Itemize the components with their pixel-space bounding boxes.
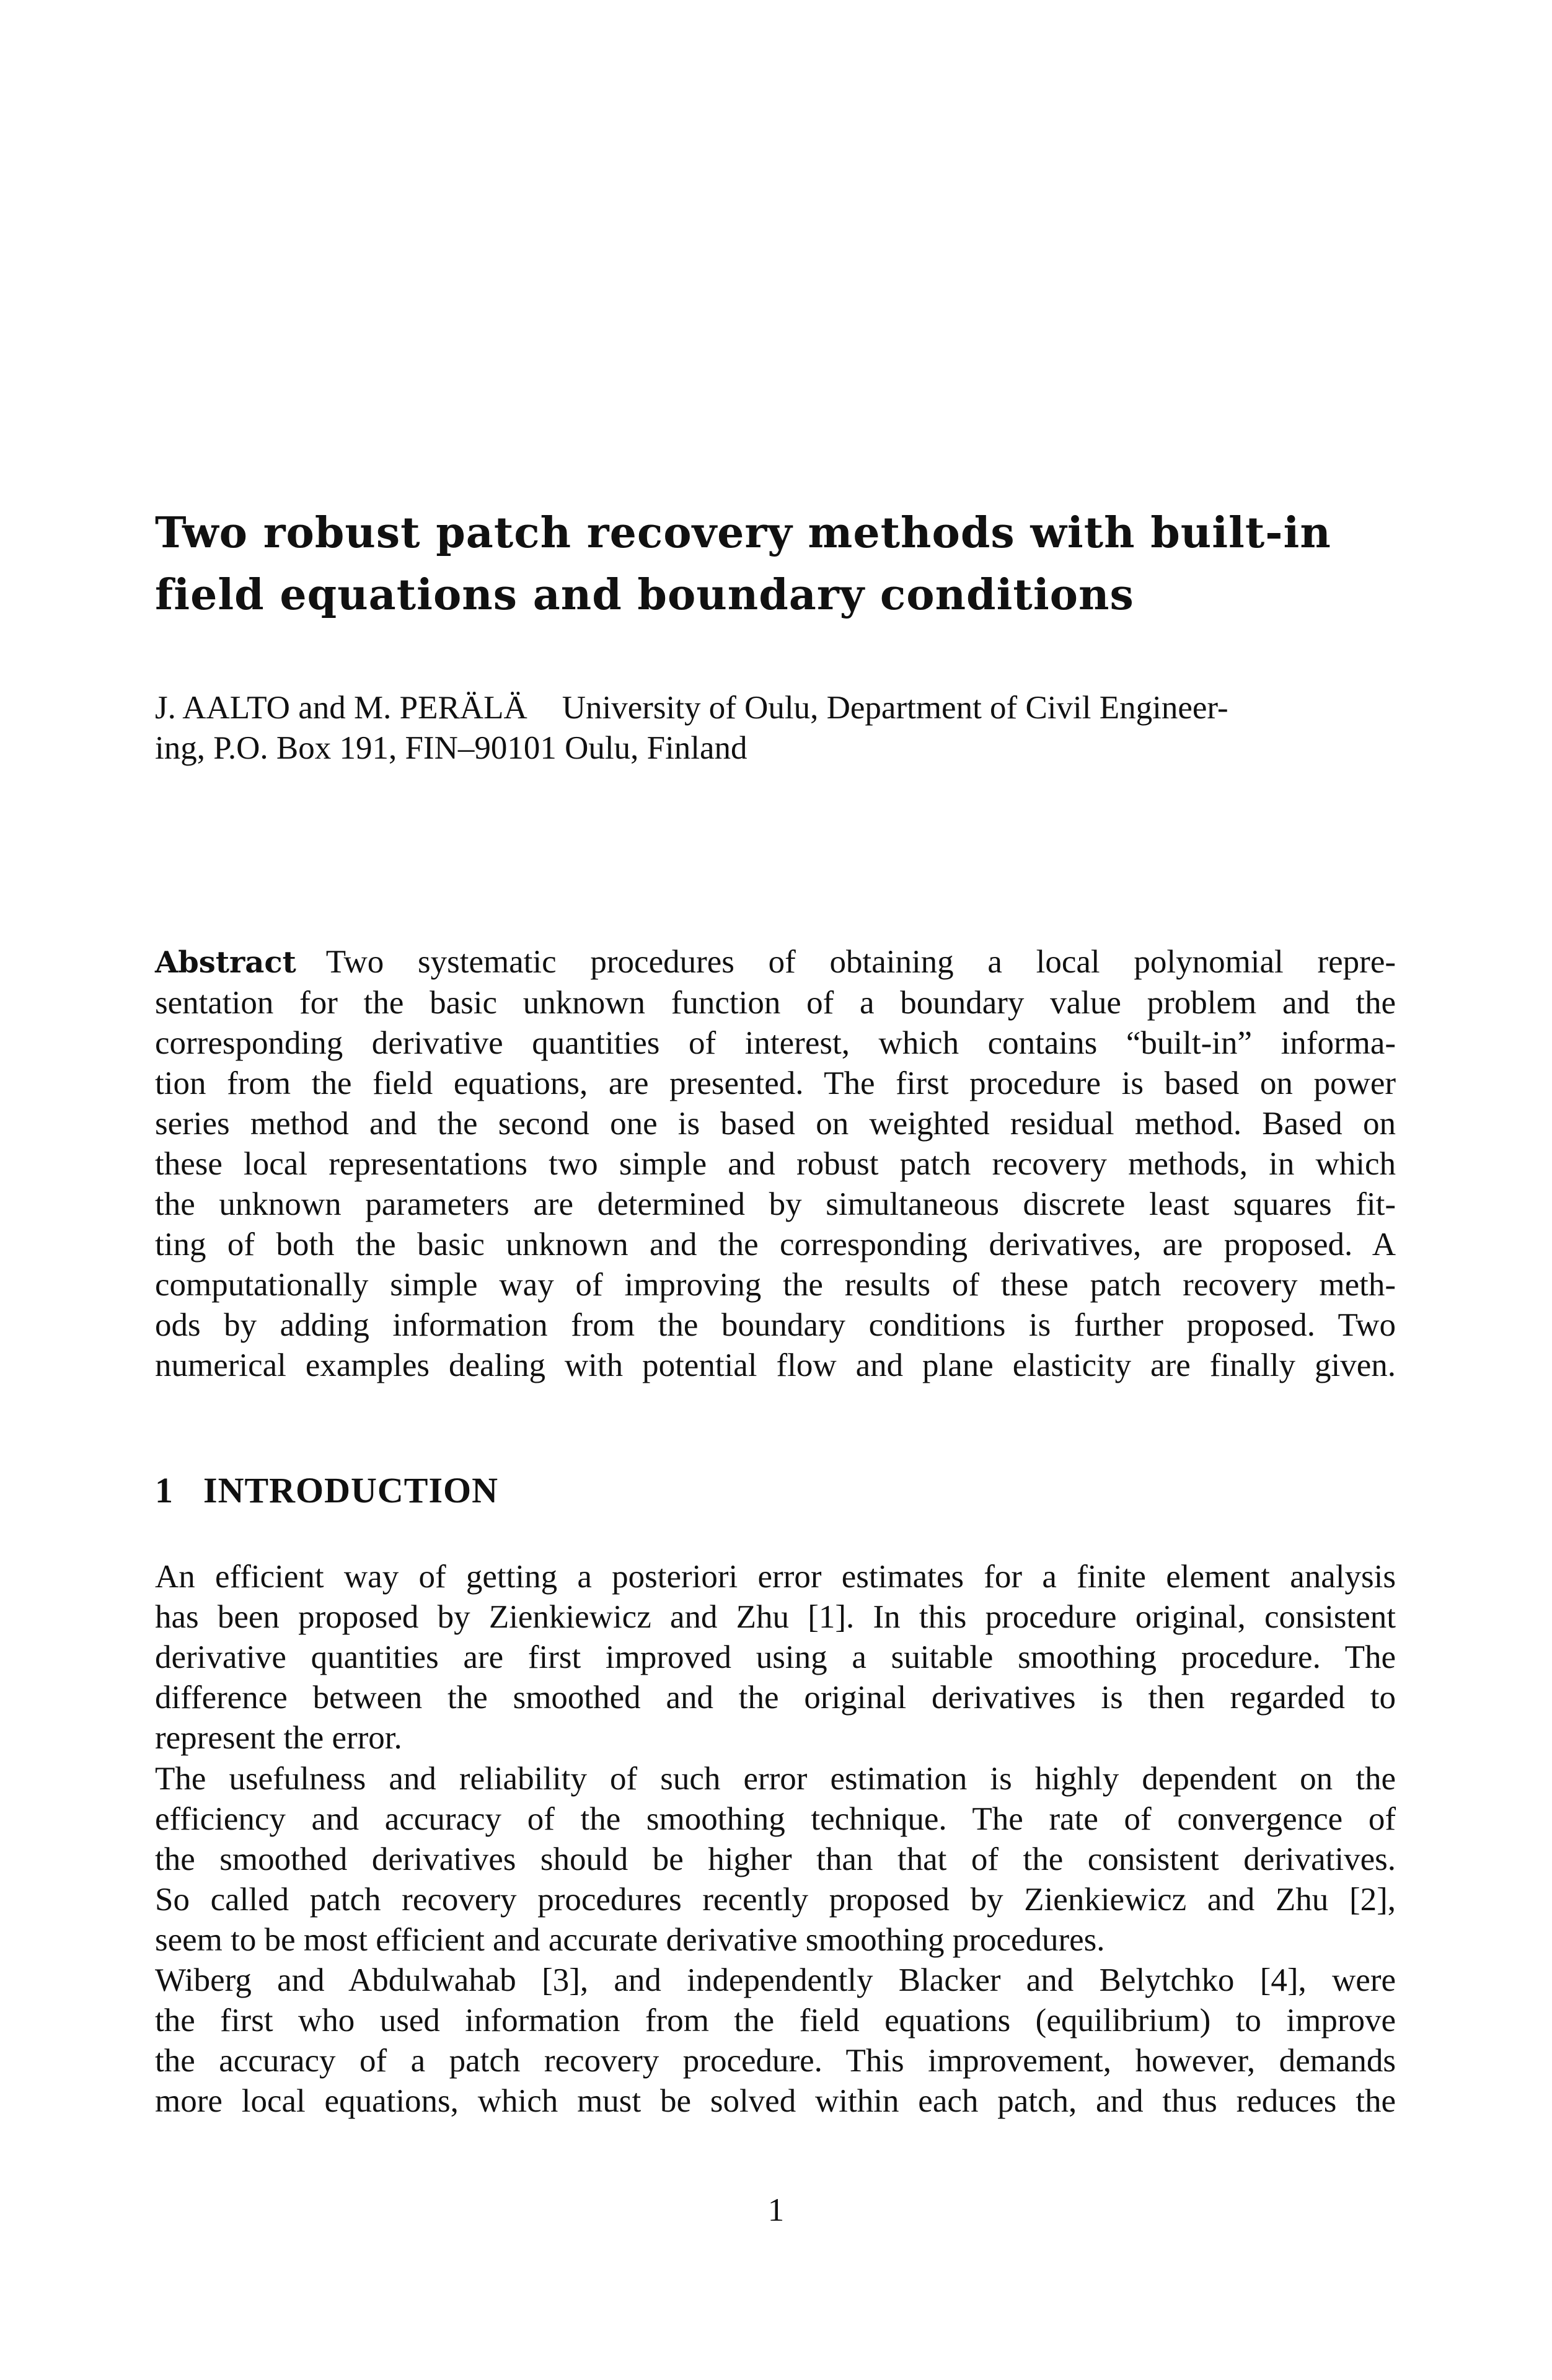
abstract-line: ods by adding information from the boundary conditions is further proposed. Two — [155, 1307, 1396, 1343]
abstract-line: sentation for the basic unknown function of a boundary value problem and the — [155, 985, 1396, 1021]
paragraph-line: more local equations, which must be solved within each patch, and thus reduces the — [155, 2083, 1396, 2119]
paragraph-line: The usefulness and reliability of such error estimation is highly dependent on the — [155, 1761, 1396, 1797]
abstract-line — [155, 942, 1396, 983]
abstract-line: numerical examples dealing with potential flow and plane elasticity are finally given. — [155, 1347, 1396, 1383]
paragraph-line: Wiberg and Abdulwahab [3], and independently Blacker and Belytchko [4], were — [155, 1962, 1396, 1998]
abstract-line: computationally simple way of improving the results of these patch recovery meth- — [155, 1267, 1396, 1303]
title-line: field equations and boundary conditions — [155, 570, 1134, 620]
abstract-line: ting of both the basic unknown and the corresponding derivatives, are proposed. A — [155, 1227, 1396, 1263]
paragraph-line: the first who used information from the field equations (equilibrium) to improve — [155, 2003, 1396, 2038]
paragraph-line: derivative quantities are first improved using a suitable smoothing procedure. The — [155, 1639, 1396, 1675]
abstract-text: Two systematic procedures of obtaining a local polynomial repre- — [325, 944, 1396, 980]
title-line: Two robust patch recovery methods with built-in — [155, 508, 1331, 558]
paper-title — [155, 502, 1401, 626]
abstract-line: series method and the second one is based on weighted residual method. Based on — [155, 1106, 1396, 1142]
abstract — [155, 942, 1396, 1386]
abstract-line: the unknown parameters are determined by simultaneous discrete least squares fit- — [155, 1186, 1396, 1222]
abstract-label: Abstract — [155, 945, 296, 980]
affiliation: University of Oulu, Department of Civil Engineer- — [562, 690, 1228, 726]
paragraph-line: An efficient way of getting a posteriori error estimates for a finite element analysis — [155, 1559, 1396, 1595]
paragraph-line: difference between the smoothed and the original derivatives is then regarded to — [155, 1680, 1396, 1716]
paragraph-line: the smoothed derivatives should be higher than that of the consistent derivatives. — [155, 1841, 1396, 1877]
paragraph-line: has been proposed by Zienkiewicz and Zhu [1]. In this procedure original, consistent — [155, 1599, 1396, 1635]
affiliation-line: ing, P.O. Box 191, FIN–90101 Oulu, Finland — [155, 730, 747, 766]
author-block — [155, 688, 1395, 769]
paragraph-line: So called patch recovery procedures recently proposed by Zienkiewicz and Zhu [2], — [155, 1882, 1396, 1918]
paragraph-line: the accuracy of a patch recovery procedure. This improvement, however, demands — [155, 2043, 1396, 2079]
section-number: 1 — [155, 1470, 174, 1510]
paragraph-line: represent the error. — [155, 1720, 402, 1756]
abstract-line: these local representations two simple and robust patch recovery methods, in which — [155, 1146, 1396, 1182]
paragraph-line: seem to be most efficient and accurate derivative smoothing procedures. — [155, 1922, 1105, 1958]
abstract-line: tion from the field equations, are presented. The first procedure is based on power — [155, 1065, 1396, 1101]
paragraph — [155, 1557, 1396, 1758]
paragraph — [155, 1960, 1396, 2122]
section-heading — [155, 1469, 498, 1512]
page-number: 1 — [767, 2192, 785, 2228]
section-title: INTRODUCTION — [203, 1470, 499, 1510]
abstract-line: corresponding derivative quantities of interest, which contains “built-in” informa- — [155, 1025, 1396, 1061]
paragraph — [155, 1759, 1396, 1960]
author-names: J. AALTO and M. PERÄLÄ — [155, 690, 527, 726]
paragraph-line: efficiency and accuracy of the smoothing technique. The rate of convergence of — [155, 1801, 1396, 1837]
author-line — [155, 688, 1395, 728]
